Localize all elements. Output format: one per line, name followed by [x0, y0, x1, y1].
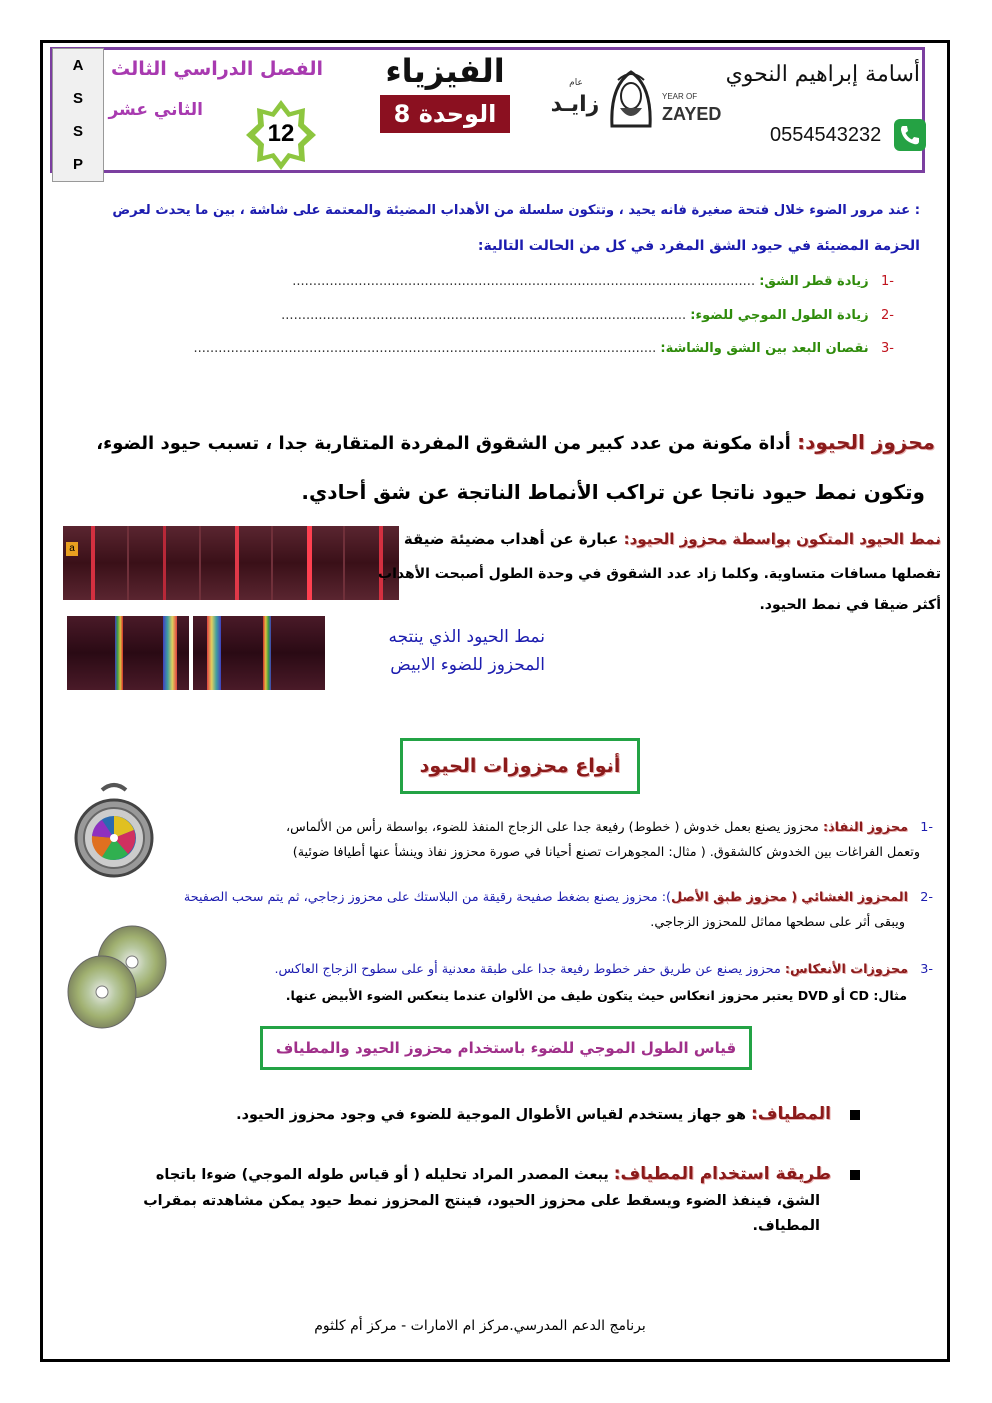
grating-definition-line1: محزوز الحيود: أداة مكونة من عدد كبير من الشقوق المفردة المتقاربة جدا ، تسبب حيود الضوء،	[96, 430, 935, 454]
bullet-icon	[850, 1110, 860, 1120]
type-2-name: المحزوز الغشائي	[801, 890, 908, 905]
type-3-line2: مثال: CD أو DVD يعتبر محزوز انعكاس حيث يتكون طيف من الألوان عندما ينعكس الضوء الأبيض عنها.	[285, 988, 907, 1003]
spectrometer-method-line2: الشق، فينفذ الضوء ويسقط على محزوز الحيود، فينتج المحزوز نمط حيود يمكن مشاهدته بمقراب	[143, 1193, 820, 1209]
grade-label: الثاني عشر	[108, 100, 203, 120]
zayed-label-en: ZAYED	[662, 104, 722, 124]
question-item-2: -2 زيادة الطول الموجي للضوء: ..................................................................................................	[281, 308, 894, 323]
spectrometer-definition: المطياف: هو جهاز يستخدم لقياس الأطوال الموجية للضوء في وجود محزوز الحيود.	[240, 1104, 860, 1124]
spectrometer-method-line1: طريقة استخدام المطياف: يبعث المصدر المراد تحليله ( أو قياس طوله الموجي) ضوءا باتجاه	[190, 1164, 860, 1184]
grating-term: محزوز الحيود:	[797, 430, 935, 454]
intro-line2: الحزمة المضيئة في حيود الشق المفرد في كل من الحالت التالية:	[477, 238, 920, 254]
image-label: a	[66, 542, 78, 556]
type-1-line1: -1 محزوز النفاذ: محزوز يصنع بعمل خدوش ( خطوط) رفيعة جدا على الزجاج المنفذ للضوء، بواسطة رأس من الألماس،	[285, 820, 933, 835]
type-1-line2: وتعمل الفراغات بين الخدوش كالشقوق. ( مثال: المجوهرات تصنع أحيانا في صورة محزوز نفاذ وينشأ عنها أطيافا ضوئية)	[292, 845, 920, 860]
type-2-line1: -2 المحزوز الغشائي ( محزوز طبق الأصل): محزوز يصنع بضغط صفيحة رقيقة من البلاستك على محزوز زجاجي، ثم يتم سحب الصفيحة	[183, 890, 933, 905]
white-light-caption-line2: المحزوز للضوء الابيض	[390, 655, 545, 675]
footer-text: برنامج الدعم المدرسي.مركز ام الامارات - مركز أم كلثوم	[314, 1318, 646, 1334]
portrait-icon	[606, 66, 656, 130]
assp-column	[52, 48, 104, 182]
unit-label: الوحدة 8	[393, 100, 497, 128]
cd-image	[66, 920, 170, 1030]
phone-number: 0554543232	[770, 124, 882, 146]
type-1-name: محزوز النفاذ:	[823, 820, 908, 835]
year-of-label: YEAR OF	[662, 92, 698, 101]
answer-line-1[interactable]: ................................................................................................................	[292, 274, 756, 289]
semester-label: الفصل الدراسي الثالث	[111, 58, 323, 80]
cd-icon	[66, 920, 170, 1030]
pattern-term: نمط الحيود المتكون بواسطة محزوز الحيود:	[623, 530, 941, 548]
answer-line-2[interactable]: ..................................................................................................	[281, 308, 687, 323]
pattern-definition-line3: أكثر ضيقا في نمط الحيود.	[759, 597, 941, 613]
pattern-definition-line1: نمط الحيود المتكون بواسطة محزوز الحيود: عبارة عن أهداب مضيئة ضيقة	[403, 530, 941, 548]
white-light-pattern-image	[67, 616, 325, 690]
answer-line-3[interactable]: ................................................................................................................	[193, 341, 657, 356]
pattern-definition-line2: تفصلها مسافات متساوية. وكلما زاد عدد الشقوق في وحدة الطول أصبحت الأهداب	[378, 566, 941, 582]
zayed-label-ar: زايـد	[550, 92, 600, 117]
types-title-box	[400, 738, 640, 794]
spectrometer-method-term: طريقة استخدام المطياف:	[613, 1164, 831, 1184]
assp-letter: S	[72, 123, 83, 140]
page-number: 12	[267, 120, 295, 147]
type-3-line1: -3 محزوزات الأنعكاس: محزوز يصنع عن طريق حفر خطوط رفيعة جدا على طبقة معدنية أو على سطوح الزجاج العاكس.	[274, 962, 933, 977]
measure-title: قياس الطول الموجي للضوء باستخدام محزوز الحيود والمطياف	[275, 1039, 737, 1057]
spectrometer-term: المطياف:	[750, 1104, 831, 1124]
spectrometer-method-line3: المطياف.	[752, 1218, 820, 1234]
bullet-icon	[850, 1170, 860, 1180]
grating-pattern-image	[63, 526, 399, 600]
type-2-line2: ويبقى أثر على سطحها مماثل للمحزوز الزجاجي.	[650, 915, 905, 930]
pendant-image	[72, 780, 157, 880]
teacher-name: أسامة إبراهيم النحوي	[725, 62, 920, 87]
phone-icon	[894, 119, 926, 151]
question-item-3: -3 نقصان البعد بين الشق والشاشة: ................................................................................................................	[193, 341, 894, 356]
measure-title-box	[260, 1026, 752, 1070]
zayed-portrait	[606, 66, 656, 130]
assp-letter: S	[72, 90, 83, 107]
pendant-icon	[72, 780, 157, 880]
subject-title: الفيزياء	[385, 52, 505, 90]
white-light-caption-line1: نمط الحيود الذي ينتجه	[388, 627, 545, 647]
page-number-badge	[244, 98, 318, 172]
intro-line1: : عند مرور الضوء خلال فتحة صغيرة فانه يحيد ، وتتكون سلسلة من الأهداب المضيئة والمعتمة على شاشة ، بين ما يحدث لعرض	[112, 203, 920, 218]
year-label-ar: عام	[569, 78, 583, 88]
grating-definition-line2: وتكون نمط حيود ناتجا عن تراكب الأنماط الناتجة عن شق أحادي.	[301, 480, 925, 504]
assp-letter: A	[72, 57, 84, 74]
assp-letter: P	[72, 156, 83, 173]
question-item-1: -1 زيادة قطر الشق: ................................................................................................................	[292, 274, 894, 289]
type-3-name: محزوزات الأنعكاس:	[784, 962, 908, 977]
types-title: أنواع محزوزات الحيود	[419, 755, 621, 777]
